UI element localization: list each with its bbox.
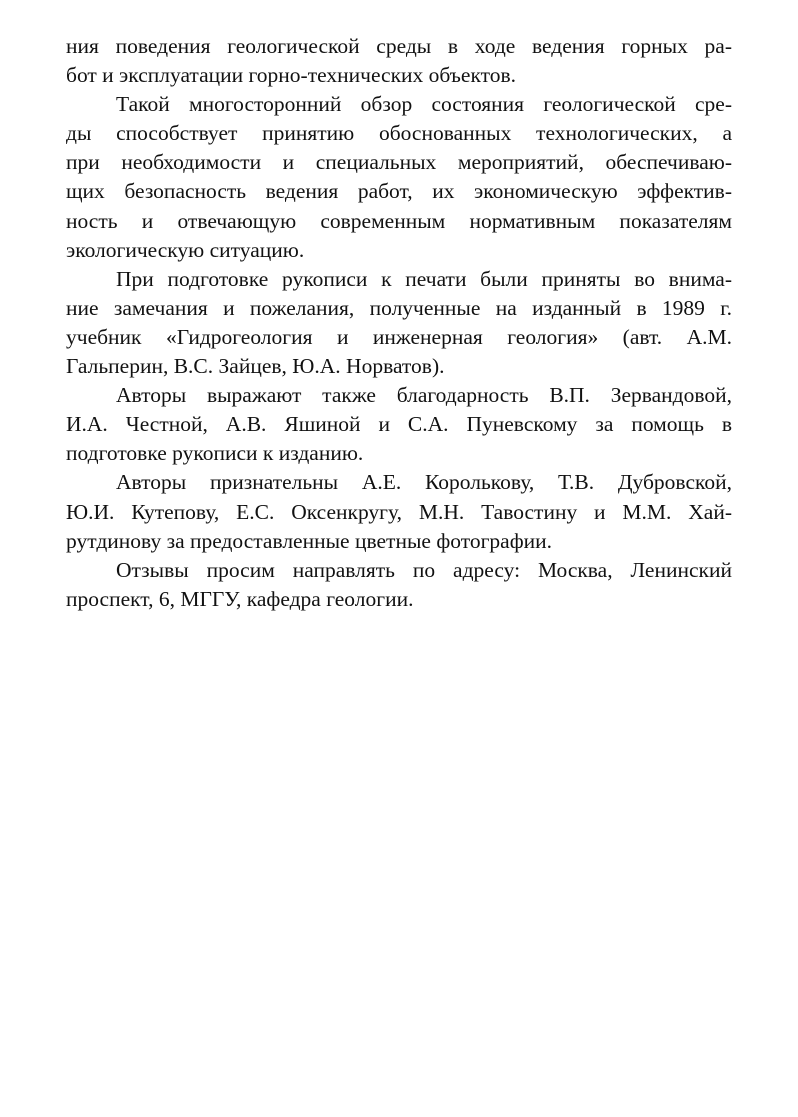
- text-line: при необходимости и специальных мероприятий, обеспечиваю-: [66, 150, 732, 175]
- text-line: ния поведения геологической среды в ходе ведения горных ра-: [66, 34, 732, 58]
- text-line: щих безопасность ведения работ, их экономическую эффектив-: [66, 179, 732, 204]
- paragraph-overview: [66, 90, 732, 265]
- text-line: Отзывы просим направлять по адресу: Москва, Ленинский: [116, 557, 732, 582]
- text-line: И.А. Честной, А.В. Яшиной и С.А. Пуневскому за помощь в: [66, 412, 732, 437]
- paragraph-feedback: [66, 556, 732, 614]
- text-line: проспект, 6, МГГУ, кафедра геологии.: [66, 586, 414, 611]
- text-line: При подготовке рукописи к печати были приняты во внима-: [116, 266, 732, 291]
- paragraph-acknowledgement: [66, 468, 732, 555]
- body-text: [66, 32, 732, 614]
- text-line: ды способствует принятию обоснованных технологических, а: [66, 121, 732, 146]
- paragraph-continuation: [66, 32, 732, 90]
- text-line: Авторы выражают также благодарность В.П. Зервандовой,: [116, 383, 732, 408]
- text-line: Ю.И. Кутепову, Е.С. Оксенкругу, М.Н. Тавостину и М.М. Хай-: [66, 499, 732, 524]
- text-line: ность и отвечающую современным нормативным показателям: [66, 208, 732, 233]
- text-line: Авторы признательны А.Е. Королькову, Т.В. Дубровской,: [116, 470, 732, 495]
- text-line: рутдинову за предоставленные цветные фотографии.: [66, 528, 553, 553]
- text-line: бот и эксплуатации горно-технических объектов.: [66, 63, 517, 88]
- text-line: учебник «Гидрогеология и инженерная геология» (авт. А.М.: [66, 324, 732, 349]
- text-line: экологическую ситуацию.: [66, 237, 305, 262]
- paragraph-gratitude: [66, 381, 732, 468]
- paragraph-manuscript: [66, 265, 732, 381]
- text-line: Гальперин, В.С. Зайцев, Ю.А. Норватов).: [66, 354, 445, 379]
- text-line: Такой многосторонний обзор состояния геологической сре-: [116, 92, 732, 117]
- text-line: ние замечания и пожелания, полученные на изданный в 1989 г.: [66, 295, 732, 320]
- text-line: подготовке рукописи к изданию.: [66, 441, 364, 466]
